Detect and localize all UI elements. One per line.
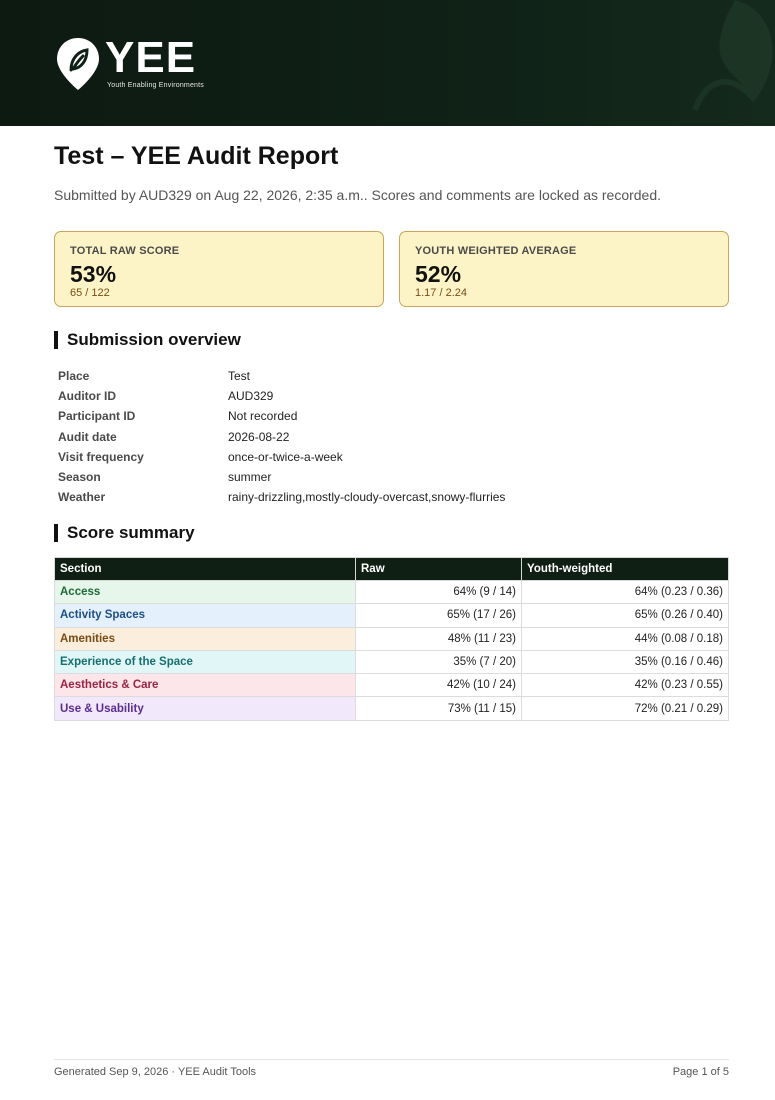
overview-key: Auditor ID: [58, 389, 116, 404]
overview-key: Participant ID: [58, 409, 136, 424]
overview-value: rainy-drizzling,mostly-cloudy-overcast,snowy-flurries: [228, 490, 506, 505]
section-cell: Access: [55, 581, 356, 604]
youth-weighted-average-card: [399, 231, 729, 307]
card-value: 52%: [415, 261, 462, 287]
logo-tagline: Youth Enabling Environments: [107, 82, 204, 89]
logo-wordmark: YEE: [105, 33, 197, 82]
card-label: YOUTH WEIGHTED AVERAGE: [415, 245, 577, 257]
overview-key: Visit frequency: [58, 449, 144, 464]
overview-value: 2026-08-22: [228, 429, 290, 444]
table-row: [55, 674, 729, 697]
youth-weighted-cell: 72% (0.21 / 0.29): [522, 697, 729, 720]
page-number: Page 1 of 5: [672, 1066, 729, 1078]
overview-value: AUD329: [228, 389, 274, 404]
report-header-band: [0, 0, 775, 126]
youth-weighted-cell: 35% (0.16 / 0.46): [522, 650, 729, 673]
total-raw-score-card: [54, 231, 384, 307]
overview-row: [58, 406, 505, 426]
submission-overview-heading: Submission overview: [54, 331, 241, 349]
section-cell: Use & Usability: [55, 697, 356, 720]
table-header-row: [55, 558, 729, 581]
section-cell: Experience of the Space: [55, 650, 356, 673]
column-header-section: Section: [55, 558, 356, 581]
overview-row: [58, 467, 505, 487]
overview-value: Test: [228, 369, 251, 384]
youth-weighted-cell: 64% (0.23 / 0.36): [522, 581, 729, 604]
overview-row: [58, 427, 505, 447]
raw-cell: 64% (9 / 14): [356, 581, 522, 604]
raw-cell: 35% (7 / 20): [356, 650, 522, 673]
table-row: [55, 697, 729, 720]
overview-value: Not recorded: [228, 409, 298, 424]
overview-value: summer: [228, 470, 272, 485]
report-title: Test – YEE Audit Report: [54, 142, 339, 170]
section-cell: Aesthetics & Care: [55, 674, 356, 697]
youth-weighted-cell: 44% (0.08 / 0.18): [522, 627, 729, 650]
raw-cell: 65% (17 / 26): [356, 604, 522, 627]
raw-cell: 42% (10 / 24): [356, 674, 522, 697]
footer-generated: Generated Sep 9, 2026 · YEE Audit Tools: [54, 1066, 257, 1078]
score-summary-table: [54, 557, 729, 721]
overview-row: [58, 487, 505, 507]
card-detail: 65 / 122: [70, 287, 110, 299]
overview-key: Audit date: [58, 429, 117, 444]
leaf-watermark-icon: [675, 0, 775, 120]
overview-row: [58, 447, 505, 467]
raw-cell: 48% (11 / 23): [356, 627, 522, 650]
footer-divider: [54, 1059, 729, 1060]
column-header-youth-weighted: Youth-weighted: [522, 558, 729, 581]
score-summary-heading: Score summary: [54, 524, 195, 542]
overview-value: once-or-twice-a-week: [228, 449, 343, 464]
card-label: TOTAL RAW SCORE: [70, 245, 180, 257]
card-detail: 1.17 / 2.24: [415, 287, 467, 299]
section-cell: Activity Spaces: [55, 604, 356, 627]
overview-key: Season: [58, 470, 101, 485]
youth-weighted-cell: 65% (0.26 / 0.40): [522, 604, 729, 627]
location-pin-leaf-icon: [55, 36, 101, 92]
overview-key: Weather: [58, 490, 106, 505]
yee-logo: [55, 33, 204, 92]
section-cell: Amenities: [55, 627, 356, 650]
youth-weighted-cell: 42% (0.23 / 0.55): [522, 674, 729, 697]
overview-key: Place: [58, 369, 90, 384]
raw-cell: 73% (11 / 15): [356, 697, 522, 720]
table-row: [55, 604, 729, 627]
card-value: 53%: [70, 261, 117, 287]
overview-row: [58, 366, 505, 386]
table-row: [55, 581, 729, 604]
table-row: [55, 650, 729, 673]
submission-overview-list: [58, 366, 505, 507]
table-row: [55, 627, 729, 650]
column-header-raw: Raw: [356, 558, 522, 581]
report-subtitle: Submitted by AUD329 on Aug 22, 2026, 2:35 a.m.. Scores and comments are locked as recorded.: [54, 187, 662, 203]
overview-row: [58, 386, 505, 406]
